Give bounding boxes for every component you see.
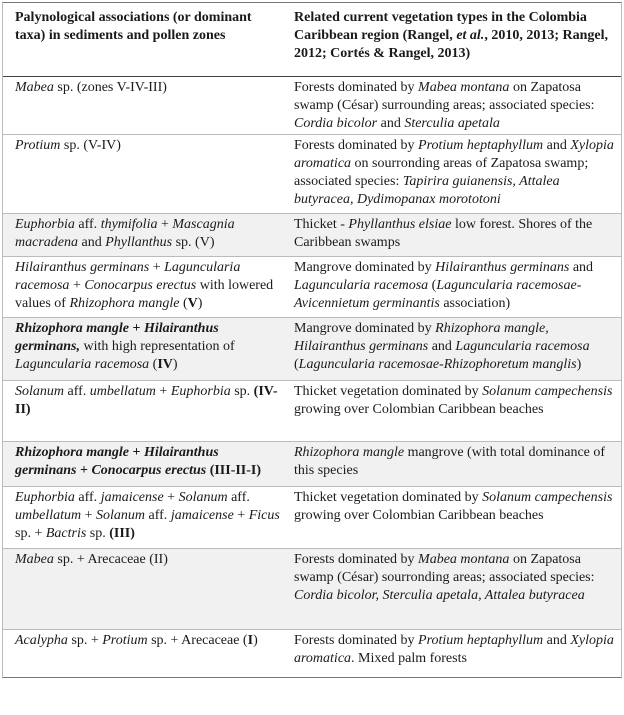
text: Cordia bicolor, Sterculia apetala, Attalea butyracea [294, 588, 585, 603]
row-1-taxa [3, 77, 288, 134]
text: + [128, 445, 144, 460]
text: Laguncularia racemosa [15, 260, 241, 293]
text: aff. [227, 490, 250, 505]
text: and [78, 235, 106, 250]
text: and [569, 260, 594, 275]
text: Cordia bicolor [294, 116, 378, 131]
text: on Zapatosa swamp (César) sourronding areas; associated species: [294, 552, 595, 585]
text: and [428, 339, 456, 354]
text: umbellatum [89, 384, 156, 399]
text: sp. [230, 384, 254, 399]
text: Rhizophora mangle, Hilairanthus germinans [294, 321, 549, 354]
text: Xylopia aromatica [294, 633, 614, 666]
text: IV [157, 357, 173, 372]
text: Forests dominated by [294, 633, 419, 648]
table-row [3, 214, 621, 257]
table-row [3, 549, 621, 630]
text: + [76, 463, 92, 478]
text: Protium [102, 633, 148, 648]
row-6-taxa [3, 381, 288, 441]
text: and [377, 116, 405, 131]
text: Solanum [178, 490, 228, 505]
table-row [3, 630, 621, 677]
text: Euphorbia [15, 490, 75, 505]
header-left [3, 3, 288, 76]
text: Thicket vegetation dominated by [294, 384, 483, 399]
header-left-text: Palynological associations (or dominant taxa) in sediments and pollen zones [15, 10, 252, 43]
text: low forest. Shores of the Caribbean swamps [294, 217, 593, 250]
text: (III-II-I) [206, 463, 262, 478]
text: Rhizophora mangle [69, 296, 180, 311]
text: Xylopia aromatica [294, 138, 614, 171]
text: V [187, 296, 198, 311]
text: Euphorbia [15, 217, 75, 232]
text: Mabea [15, 80, 54, 95]
text: jamaicense [170, 508, 234, 523]
text: Thicket vegetation dominated by [294, 490, 483, 505]
text: ( [179, 296, 188, 311]
text: Solanum [15, 384, 64, 399]
text: sp. + [15, 526, 46, 541]
text: on sourronding areas of Zapatosa swamp; associated species: [294, 156, 589, 189]
text: and [543, 633, 571, 648]
row-4-taxa [3, 257, 288, 317]
row-6-vegetation [288, 381, 621, 441]
row-5-vegetation [288, 318, 621, 380]
header-right-text-a: Related current vegetation types in the Colombia Caribbean region (Rangel, [294, 10, 587, 43]
text: Protium [15, 138, 61, 153]
text: and [543, 138, 571, 153]
text: Forests dominated by [294, 80, 419, 95]
row-2-taxa [3, 135, 288, 213]
row-7-vegetation [288, 442, 621, 486]
text: + [233, 508, 249, 523]
table-row [3, 487, 621, 549]
text: Hilairanthus germinans [15, 445, 219, 478]
table-row [3, 381, 621, 442]
text: Mabea montana [418, 80, 510, 95]
text: (III) [109, 526, 135, 541]
text: Mabea montana [418, 552, 510, 567]
row-9-vegetation [288, 549, 621, 629]
text: + [81, 508, 97, 523]
text: Tapirira guianensis, Attalea butyracea, Dydimopanax morototoni [294, 174, 560, 207]
text: aff. [145, 508, 171, 523]
text: ( [428, 278, 437, 293]
header-right-text-c: , 2010, 2013; Rangel, 2012; Cortés & Rangel, 2013) [294, 28, 608, 61]
text: aff. [74, 490, 101, 505]
table-header [3, 3, 621, 77]
text: Mascagnia macradena [15, 217, 235, 250]
text: Phyllanthus [105, 235, 173, 250]
text: Protium heptaphyllum [418, 633, 544, 648]
row-4-vegetation [288, 257, 621, 317]
text: Sterculia apetala [404, 116, 500, 131]
text: umbellatum [15, 508, 82, 523]
text: sp. + [67, 633, 103, 648]
text: + [69, 278, 85, 293]
table-row [3, 135, 621, 214]
text: Hilairanthus germinans [435, 260, 570, 275]
text: Mabea [15, 552, 54, 567]
text: Solanum campechensis [482, 384, 613, 399]
text: Forests dominated by [294, 552, 419, 567]
text: Protium heptaphyllum [418, 138, 544, 153]
text: . Mixed palm forests [351, 651, 467, 666]
text: growing over Colombian Caribbean beaches [294, 402, 544, 417]
text: Thicket - [294, 217, 349, 232]
header-right [288, 3, 621, 76]
text: ) [197, 296, 203, 311]
text: + [157, 217, 173, 232]
text: Laguncularia racemosa [294, 278, 429, 293]
text: Solanum campechensis [482, 490, 613, 505]
text: association) [439, 296, 511, 311]
text: Acalypha [15, 633, 68, 648]
text: ) [172, 357, 178, 372]
text: Euphorbia [170, 384, 231, 399]
text: Laguncularia racemosa [455, 339, 590, 354]
text: + [155, 384, 171, 399]
text: Rhizophora mangle [294, 445, 405, 460]
text: Laguncularia racemosae-Avicennietum germinantis [294, 278, 582, 311]
text: with lowered values of [15, 278, 274, 311]
text: Rhizophora mangle [15, 321, 129, 336]
row-3-taxa [3, 214, 288, 256]
text: growing over Colombian Caribbean beaches [294, 508, 544, 523]
text: Bactris [45, 526, 87, 541]
text: + [163, 490, 179, 505]
row-8-vegetation [288, 487, 621, 548]
text: Rhizophora mangle [15, 445, 129, 460]
text: ) [253, 633, 258, 648]
text: + [128, 321, 144, 336]
row-10-vegetation [288, 630, 621, 677]
text: sp. + Arecaceae ( [147, 633, 248, 648]
text: + [149, 260, 165, 275]
row-3-vegetation [288, 214, 621, 256]
text: aff. [64, 384, 90, 399]
text: (IV-II) [15, 384, 278, 417]
vegetation-table [2, 2, 622, 678]
table-row [3, 77, 621, 135]
text: ( [294, 357, 299, 372]
row-2-vegetation [288, 135, 621, 213]
text: with high representation of [79, 339, 235, 354]
text: Hilairanthus germinans, [15, 321, 219, 354]
text: thymifolia [100, 217, 158, 232]
text: I [247, 633, 254, 648]
text: Laguncularia racemosae-Rhizophoretum manglis [298, 357, 577, 372]
text: on Zapatosa swamp (César) surrounding areas; associated species: [294, 80, 595, 113]
table-row [3, 442, 621, 487]
text: Laguncularia racemosa [15, 357, 150, 372]
text: sp. + Arecaceae (II) [53, 552, 168, 567]
text: Solanum [96, 508, 146, 523]
text: Conocarpus erectus [91, 463, 207, 478]
text: Hilairanthus germinans [15, 260, 150, 275]
text: sp. (V-IV) [60, 138, 121, 153]
text: Conocarpus erectus [84, 278, 197, 293]
row-9-taxa [3, 549, 288, 629]
row-1-vegetation [288, 77, 621, 134]
text: Ficus [248, 508, 280, 523]
row-10-taxa [3, 630, 288, 677]
text: mangrove (with total dominance of this species [294, 445, 606, 478]
text: aff. [74, 217, 101, 232]
text: Forests dominated by [294, 138, 419, 153]
table-row [3, 257, 621, 318]
text: ( [149, 357, 158, 372]
text: sp. (V) [172, 235, 215, 250]
text: sp. [86, 526, 110, 541]
table-row [3, 318, 621, 381]
text: Mangrove dominated by [294, 260, 436, 275]
text: ) [576, 357, 582, 372]
row-8-taxa [3, 487, 288, 548]
text: jamaicense [100, 490, 164, 505]
row-5-taxa [3, 318, 288, 380]
row-7-taxa [3, 442, 288, 486]
text: Mangrove dominated by [294, 321, 436, 336]
header-right-text-b: et al. [456, 28, 485, 43]
text: Phyllanthus elsiae [348, 217, 452, 232]
text: sp. (zones V-IV-III) [53, 80, 167, 95]
